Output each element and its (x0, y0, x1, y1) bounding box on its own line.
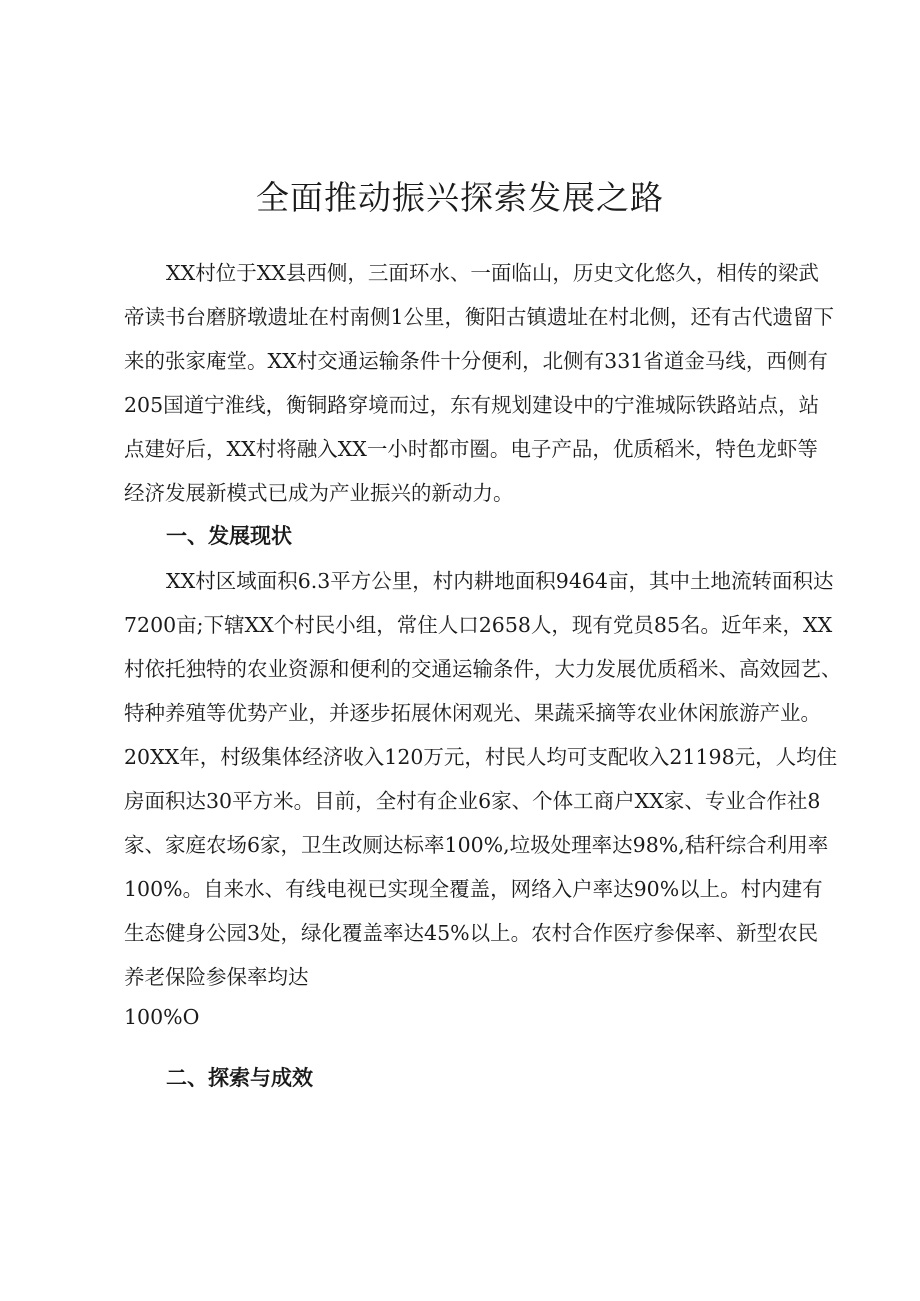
paragraph-line: 养老保险参保率均达 (124, 965, 309, 989)
section-heading-status: 一、发展现状 (166, 524, 292, 548)
paragraph-line: 点建好后，XX村将融入XX一小时都市圈。电子产品，优质稻米，特色龙虾等 (124, 437, 818, 461)
paragraph-line: 205国道宁淮线，衡铜路穿境而过，东有规划建设中的宁淮城际铁路站点，站 (124, 393, 820, 417)
paragraph-line: 7200亩;下辖XX个村民小组，常住人口2658人，现有党员85名。近年来，XX (124, 613, 833, 637)
paragraph-line: 特种养殖等优势产业，并逐步拓展休闲观光、果蔬采摘等农业休闲旅游产业。 (124, 701, 821, 725)
section-heading-exploration: 二、探索与成效 (166, 1066, 313, 1090)
paragraph-line: XX村区域面积6.3平方公里，村内耕地面积9464亩，其中土地流转面积达 (166, 569, 834, 593)
paragraph-line: 来的张家庵堂。XX村交通运输条件十分便利，北侧有331省道金马线，西侧有 (124, 349, 828, 373)
paragraph-line: 20XX年，村级集体经济收入120万元，村民人均可支配收入21198元，人均住 (124, 745, 838, 769)
paragraph-line: 100%。自来水、有线电视已实现全覆盖，网络入户率达90%以上。村内建有 (124, 877, 823, 901)
paragraph-line: 生态健身公园3处，绿化覆盖率达45%以上。农村合作医疗参保率、新型农民 (124, 921, 819, 945)
paragraph-line: 房面积达30平方米。目前，全村有企业6家、个体工商户XX家、专业合作社8 (124, 789, 821, 813)
status-paragraph (124, 559, 842, 999)
intro-paragraph (124, 251, 835, 515)
paragraph-line: 100%O (124, 1005, 200, 1029)
paragraph-line: 家、家庭农场6家，卫生改厕达标率100%,垃圾处理率达98%,秸秆综合利用率 (124, 833, 829, 857)
paragraph-line: 村依托独特的农业资源和便利的交通运输条件，大力发展优质稻米、高效园艺、 (124, 657, 842, 681)
paragraph-line: 经济发展新模式已成为产业振兴的新动力。 (124, 481, 514, 505)
document-title: 全面推动振兴探索发展之路 (256, 178, 664, 217)
paragraph-line: 帝读书台磨脐墩遗址在村南侧1公里，衡阳古镇遗址在村北侧，还有古代遗留下 (124, 305, 835, 329)
status-paragraph-tail (124, 995, 814, 1039)
paragraph-line: XX村位于XX县西侧，三面环水、一面临山，历史文化悠久，相传的梁武 (166, 261, 819, 285)
